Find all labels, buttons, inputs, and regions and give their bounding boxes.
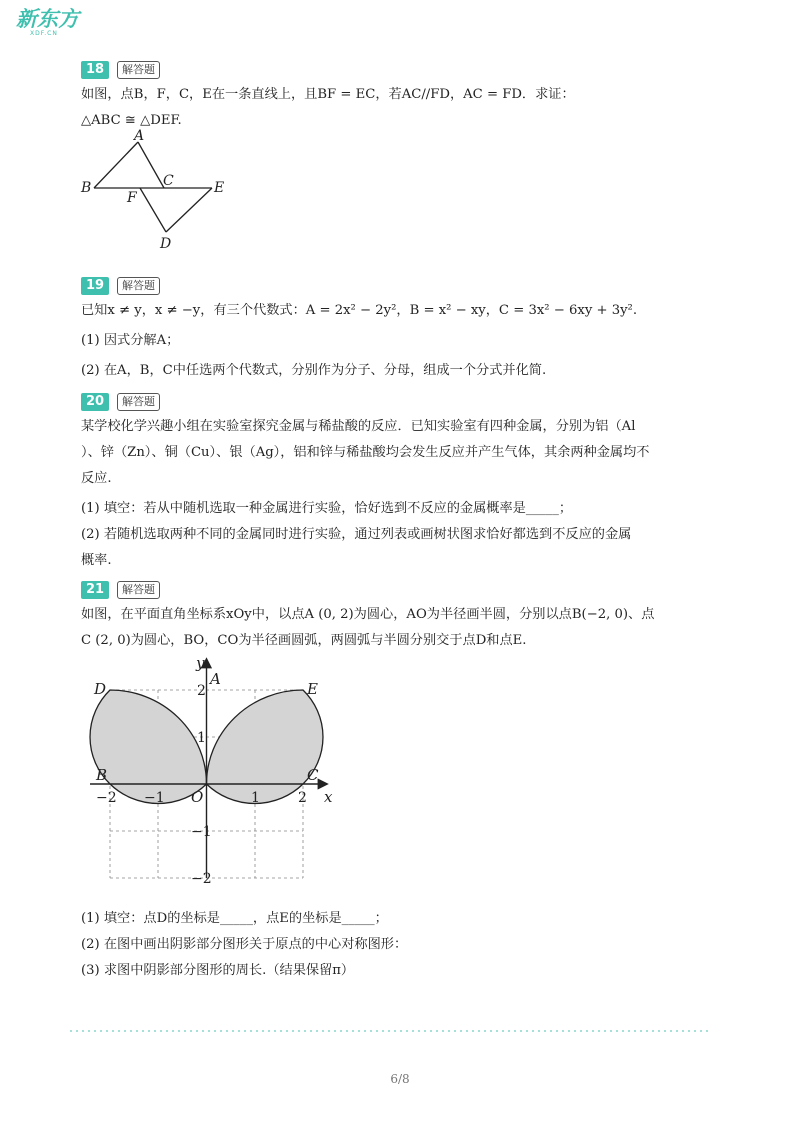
question-21 — [81, 580, 711, 654]
question-header — [81, 580, 711, 600]
logo-text: 新东方 — [16, 7, 79, 31]
question-type-badge: 解答题 — [117, 581, 160, 599]
question-text-line: C (2, 0)为圆心，BO，CO为半径画圆弧，两圆弧与半圆分别交于点D和点E. — [81, 633, 527, 648]
question-number: 20 — [81, 393, 109, 411]
point-label-b: B — [96, 766, 108, 784]
question-21-subs — [81, 906, 711, 984]
point-label-c: C — [307, 766, 319, 784]
brand-logo — [16, 8, 86, 44]
point-label-o: O — [191, 788, 204, 806]
y-tick-label: 2 — [197, 683, 206, 699]
question-header — [81, 60, 711, 80]
sub-question: (1) 填空：若从中随机选取一种金属进行实验，恰好选到不反应的金属概率是_____； — [81, 501, 573, 516]
segment-fd — [140, 188, 166, 232]
sub-question: (3) 求图中阴影部分图形的周长.（结果保留π） — [81, 963, 355, 978]
x-tick-label: −2 — [96, 790, 117, 806]
y-tick-label: −1 — [191, 824, 212, 840]
question-type-badge: 解答题 — [117, 61, 160, 79]
axis-label-y: y — [196, 654, 205, 672]
x-tick-label: −1 — [144, 790, 165, 806]
point-label-a: A — [210, 670, 221, 688]
question-header — [81, 276, 711, 296]
x-tick-label: 1 — [251, 790, 260, 806]
question-text-line: 如图，在平面直角坐标系xOy中，以点A (0, 2)为圆心，AO为半径画半圆，分别以点B(−2, 0)、点 — [81, 607, 655, 622]
point-label-e: E — [307, 680, 318, 698]
question-type-badge: 解答题 — [117, 277, 160, 295]
question-text-line: 概率. — [81, 553, 112, 568]
sub-question: (2) 在图中画出阴影部分图形关于原点的中心对称图形： — [81, 937, 408, 952]
point-label-c: C — [163, 173, 174, 189]
point-label-b: B — [81, 180, 92, 196]
question-text-line: ）、锌（Zn）、铜（Cu）、银（Ag），铝和锌与稀盐酸均会发生反应并产生气体，其余两种金属均不 — [81, 445, 650, 460]
sub-question: (1) 填空：点D的坐标是_____，点E的坐标是_____； — [81, 911, 388, 926]
segment-de — [166, 188, 212, 232]
x-tick-label: 2 — [298, 790, 307, 806]
logo-subtext: XDF.CN — [30, 30, 58, 37]
y-tick-label: 1 — [197, 730, 206, 746]
question-header — [81, 392, 711, 412]
question-18 — [81, 60, 711, 134]
question-19 — [81, 276, 711, 384]
question-number: 19 — [81, 277, 109, 295]
point-label-e: E — [214, 180, 225, 196]
shaded-region-right — [207, 690, 323, 803]
sub-question: (2) 在A，B，C中任选两个代数式，分别作为分子、分母，组成一个分式并化简. — [81, 363, 547, 378]
segment-ab — [94, 142, 138, 188]
question-type-badge: 解答题 — [117, 393, 160, 411]
question-text-line: 某学校化学兴趣小组在实验室探究金属与稀盐酸的反应．已知实验室有四种金属，分别为铝（Al — [81, 419, 636, 434]
shaded-region-left — [90, 690, 206, 803]
question-number: 21 — [81, 581, 109, 599]
question-20 — [81, 392, 711, 574]
question-text-line: 反应. — [81, 471, 112, 486]
coordinate-figure — [80, 650, 350, 895]
axis-label-x: x — [324, 788, 333, 806]
page-number: 6/8 — [390, 1072, 410, 1086]
point-label-a: A — [134, 128, 145, 144]
sub-question: (2) 若随机选取两种不同的金属同时进行实验，通过列表或画树状图求恰好都选到不反应的金属 — [81, 527, 632, 542]
footer-divider — [68, 1030, 710, 1032]
y-tick-label: −2 — [191, 871, 212, 887]
question-number: 18 — [81, 61, 109, 79]
question-text-line: △ABC ≅ △DEF. — [81, 113, 182, 128]
sub-question: (1) 因式分解A； — [81, 333, 180, 348]
segment-ac — [138, 142, 164, 188]
point-label-f: F — [127, 190, 137, 206]
question-text-line: 已知x ≠ y，x ≠ −y，有三个代数式：A = 2x² − 2y²，B = x² − xy，C = 3x² − 6xy + 3y². — [81, 303, 638, 318]
question-text-line: 如图，点B，F，C，E在一条直线上，且BF = EC，若AC//FD，AC = FD．求证： — [81, 87, 575, 102]
triangle-figure — [78, 128, 238, 252]
point-label-d: D — [94, 680, 107, 698]
point-label-d: D — [160, 236, 172, 252]
